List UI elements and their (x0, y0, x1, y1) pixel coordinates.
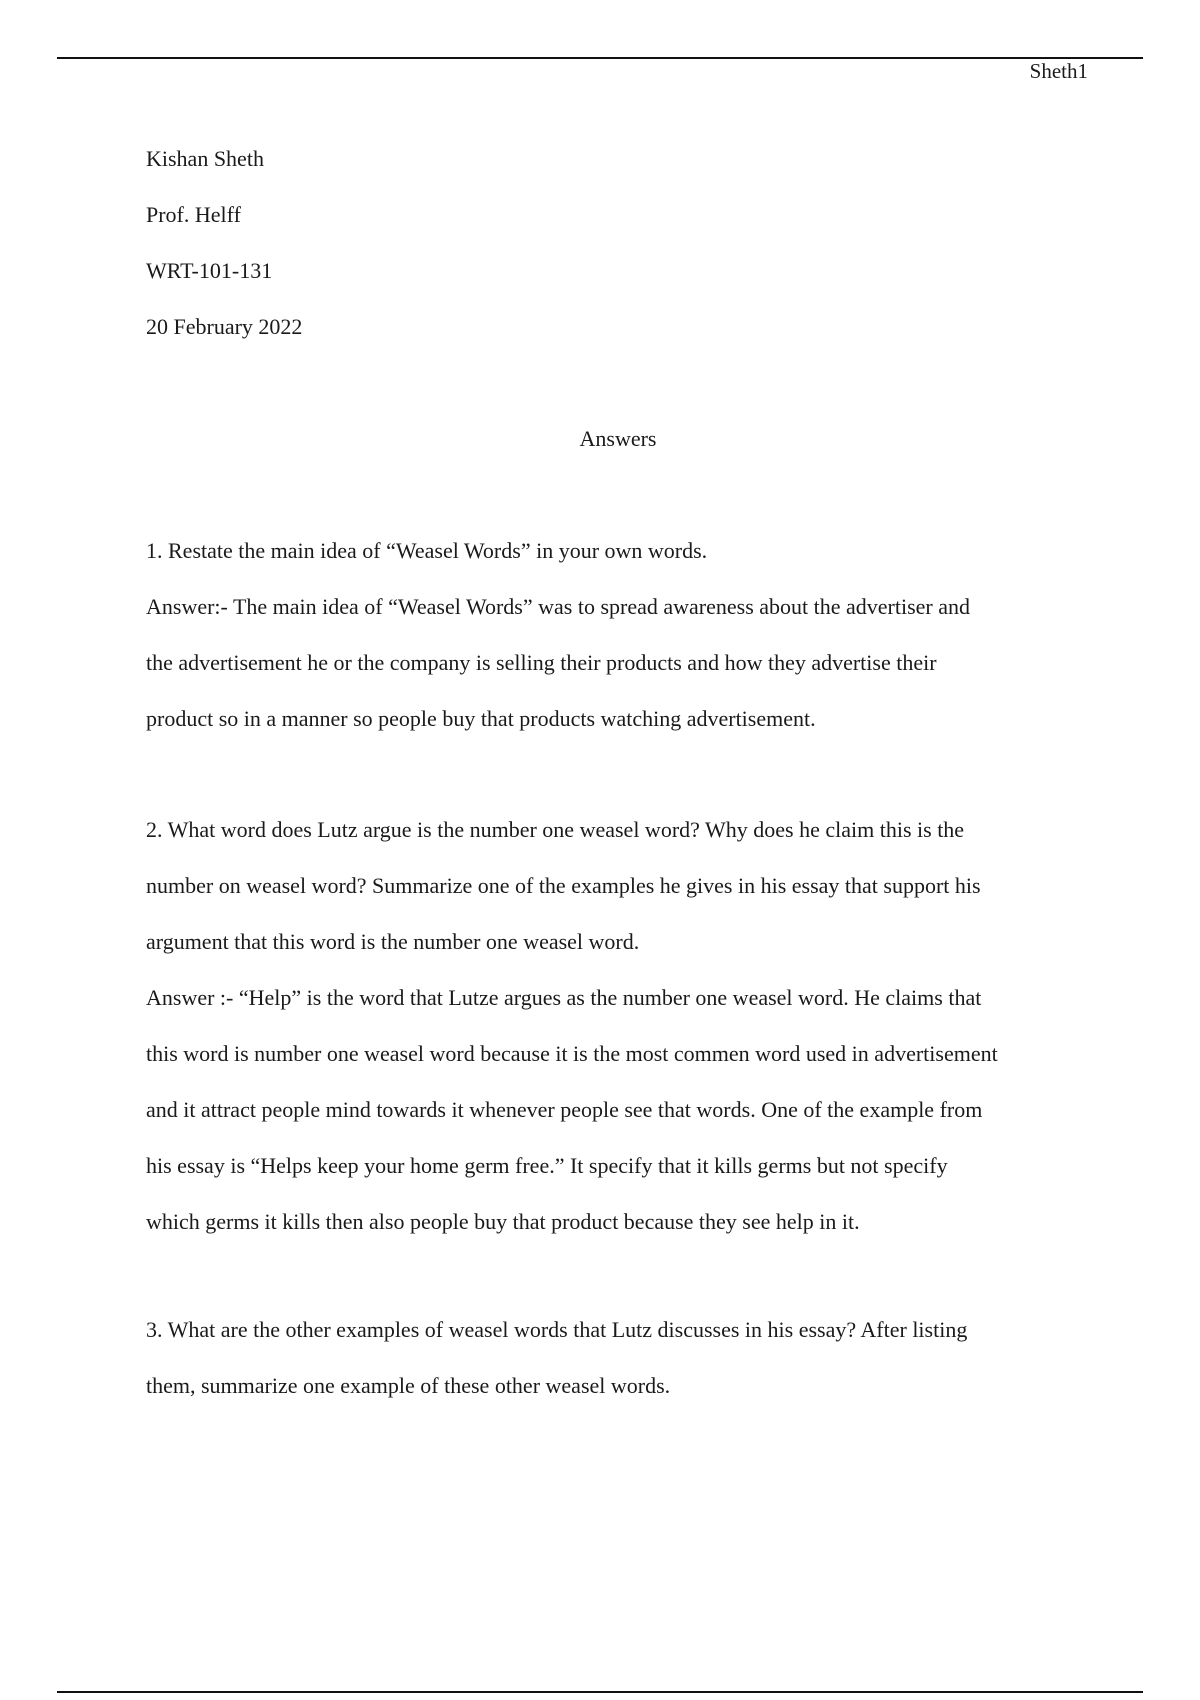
question-line: them, summarize one example of these other weasel words. (146, 1373, 671, 1398)
answer-line: Answer :- “Help” is the word that Lutze argues as the number one weasel word. He claims that (146, 985, 982, 1010)
answer-line: product so in a manner so people buy that products watching advertisement. (146, 706, 816, 731)
answer-line: and it attract people mind towards it whenever people see that words. One of the example from (146, 1097, 983, 1122)
answer-line: this word is number one weasel word because it is the most commen word used in advertisement (146, 1041, 998, 1066)
question-1 (146, 536, 1086, 592)
answer-line: Answer:- The main idea of “Weasel Words” was to spread awareness about the advertiser and (146, 594, 971, 619)
page-title: Answers (579, 426, 657, 451)
answer-1 (146, 592, 1086, 760)
answer-2 (146, 983, 1086, 1263)
question-line: argument that this word is the number one weasel word. (146, 929, 640, 954)
answer-line: which germs it kills then also people buy that product because they see help in it. (146, 1209, 860, 1234)
answer-line: his essay is “Helps keep your home germ free.” It specify that it kills germs but not specify (146, 1153, 948, 1178)
course-code: WRT-101-131 (146, 258, 273, 283)
question-line: 3. What are the other examples of weasel words that Lutz discusses in his essay? After listing (146, 1317, 968, 1342)
question-line: 1. Restate the main idea of “Weasel Words” in your own words. (146, 538, 708, 563)
question-3 (146, 1315, 1086, 1427)
question-line: number on weasel word? Summarize one of the examples he gives in his essay that support his (146, 873, 981, 898)
question-2 (146, 815, 1086, 983)
student-name: Kishan Sheth (146, 146, 264, 171)
bottom-rule (57, 1691, 1143, 1693)
question-line: 2. What word does Lutz argue is the number one weasel word? Why does he claim this is the (146, 817, 965, 842)
document-date: 20 February 2022 (146, 314, 303, 339)
running-head: Sheth1 (1029, 59, 1088, 83)
professor-name: Prof. Helff (146, 202, 241, 227)
answer-line: the advertisement he or the company is selling their products and how they advertise their (146, 650, 937, 675)
top-rule (57, 57, 1143, 59)
